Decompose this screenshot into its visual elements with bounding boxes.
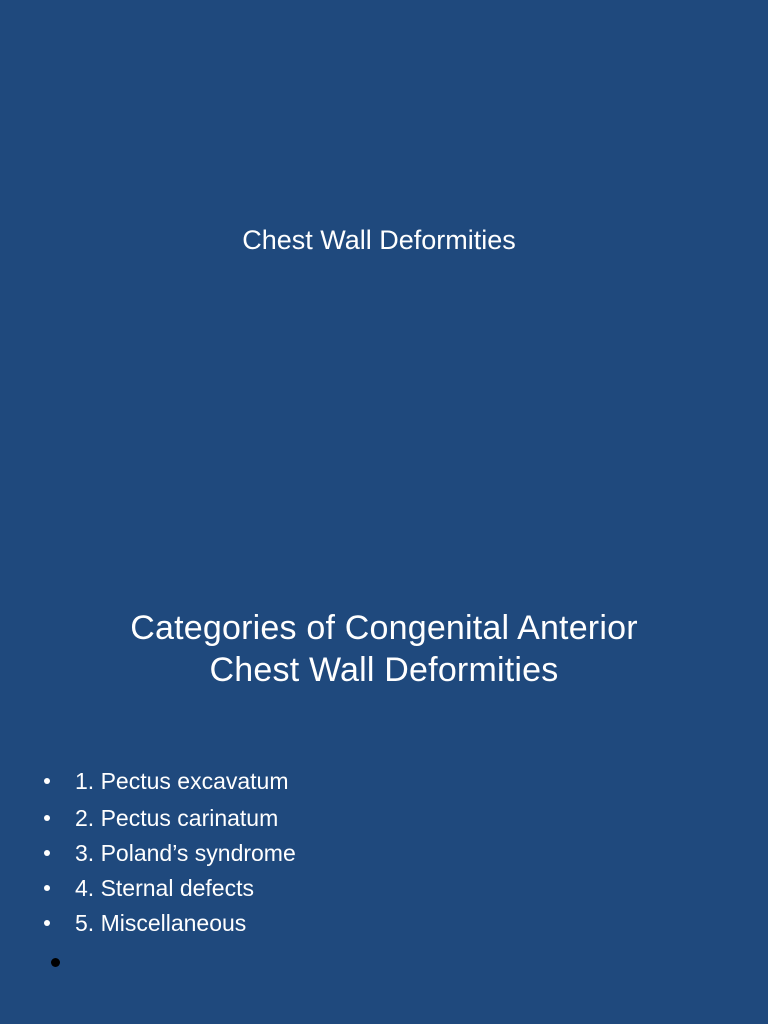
category-text: 2. Pectus carinatum — [75, 805, 279, 831]
slide-2-title — [0, 607, 768, 691]
slide-1-title: Chest Wall Deformities — [242, 225, 516, 255]
category-list-item — [44, 766, 296, 803]
category-list-item — [44, 838, 296, 873]
slide-2-title-line-2: Chest Wall Deformities — [209, 651, 559, 689]
category-list-item — [44, 908, 296, 943]
slide-2-title-line-1: Categories of Congenital Anterior — [130, 609, 638, 647]
bullet-icon — [44, 885, 50, 891]
bullet-icon — [44, 850, 50, 856]
category-text: 4. Sternal defects — [75, 875, 254, 901]
category-list-item — [44, 803, 296, 838]
bullet-icon — [44, 920, 50, 926]
category-text: 3. Poland’s syndrome — [75, 840, 296, 866]
category-text: 5. Miscellaneous — [75, 910, 247, 936]
bullet-icon — [44, 815, 50, 821]
category-list — [44, 766, 296, 943]
category-text: 1. Pectus excavatum — [75, 768, 289, 794]
slide-2 — [0, 512, 768, 1024]
category-list-item — [44, 873, 296, 908]
empty-bullet-icon — [51, 958, 60, 967]
bullet-icon — [44, 778, 50, 784]
